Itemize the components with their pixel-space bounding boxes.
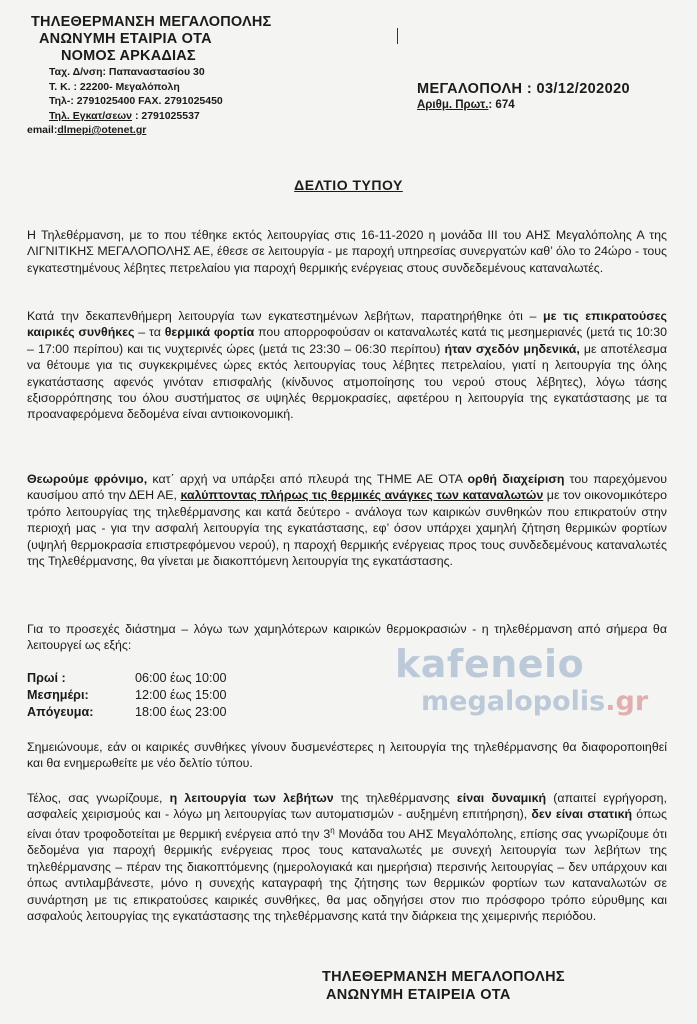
signature-block bbox=[322, 968, 565, 1004]
org-name: ΤΗΛΕΘΕΡΜΑΝΣΗ ΜΕΓΑΛΟΠΟΛΗΣ bbox=[31, 14, 272, 30]
date-line: ΜΕΓΑΛΟΠΟΛΗ : 03/12/202020 bbox=[417, 81, 631, 97]
pen-mark bbox=[397, 28, 398, 44]
text-run: Κατά την δεκαπενθήμερη λειτουργία των εγκατεστημένων λεβήτων, παρατηρήθηκε ότι – bbox=[27, 309, 544, 323]
text-run: κατ΄ αρχή να υπάρξει από πλευρά της ΤΗΜΕ ΑΕ ΟΤΑ bbox=[147, 472, 468, 486]
schedule-row bbox=[27, 687, 227, 704]
org-prefecture: ΝΟΜΟΣ ΑΡΚΑΔΙΑΣ bbox=[61, 48, 196, 64]
email-link[interactable]: dlmepi@otenet.gr bbox=[57, 124, 147, 136]
email-label: email: bbox=[27, 124, 58, 136]
bold-run: με τις επικρατούσες καιρικές συνθήκες bbox=[27, 309, 667, 340]
text-run: όπως είναι όταν τροφοδοτείται με θερμική ενέργεια από την 3 bbox=[27, 807, 667, 841]
bold-run: ορθή διαχείριση bbox=[467, 472, 565, 486]
schedule-label: Πρωί : bbox=[27, 671, 66, 685]
paragraph-schedule-intro: Για το προσεχές διάστημα – λόγω των χαμηλότερων καιρικών θερμοκρασιών - η τηλεθέρμανση από σήμερα θα λειτουργεί ως εξής: bbox=[27, 622, 667, 653]
paragraph-intro: Η Τηλεθέρμανση, με το που τέθηκε εκτός λειτουργίας στις 16-11-2020 η μονάδα ΙΙΙ του ΑΗΣ Μεγαλόπολης Α της ΛΙΓΝΙΤΙΚΗΣ ΜΕΓΑΛΟΠΟΛΗΣ ΑΕ, έθεσε σε λειτουργία - με παροχή υπηρεσίας συνεργατών καθ’ όλο το 24ώρο - τους εγκατεστημένους λέβητες πετρελαίου για παροχή θερμικής ενέργειας στους συνδεδεμένους καταναλωτές. bbox=[27, 228, 667, 275]
org-type: ΑΝΩΝΥΜΗ ΕΤΑΙΡΙΑ ΟΤΑ bbox=[39, 31, 212, 47]
watermark-line1: kafeneio bbox=[395, 642, 585, 686]
protocol-line bbox=[417, 98, 630, 113]
text-run: του παρεχόμενου καυσίμου από την ΔΕΗ ΑΕ, bbox=[27, 472, 667, 503]
schedule-row bbox=[27, 704, 227, 721]
bold-underlined-run: καλύπτοντας πλήρως τις θερμικές ανάγκες των καταναλωτών bbox=[180, 488, 544, 503]
document-title: ΔΕΛΤΙΟ ΤΥΠΟΥ bbox=[294, 177, 403, 193]
text-run: με τον οικονομικότερο τρόπο λειτουργίας της τηλεθέρμανσης και κατά δεύτερο - ανάλογα των καιρικών συνθηκών που επικρατούν στην περιοχή μας - για την ασφαλή λειτουργία της εγκατάστασης, εφ’ όσον υπάρχει χαμηλή ζήτηση θερμικών φορτίων (υψηλή θερμοκρασία επιστρεφόμενου νερού), η παροχή θερμικής ενέργειας προς τους συνδεδεμένους καταναλωτές της Τηλεθέρμανσης, θα γίνεται με διακοπτόμενη λειτουργία της εγκατάστασης. bbox=[27, 488, 667, 569]
text-run: Μονάδα του ΑΗΣ Μεγαλόπολης, επίσης σας γνωρίζουμε ότι δεδομένα για παροχή θερμικής ενέργειας προς τους καταναλωτές με συνεχή λειτουργία των λεβήτων της τηλεθέρμανσης – πέραν της διακοπτόμενης (ημερολογιακά και ημερήσια) περσινής λειτουργίας – δεν υπάρχουν και όπως αντιλαμβάνεστε, μόνο η συνεχής καταγραφή της ζήτησης των θερμικών φορτίων των καταναλωτών σε συνάρτηση με τις επικρατούσες καιρικές συνθήκες, θα μας οδηγήσει στον πιο πρόσφορο τρόπο εύρυθμης και ασφαλούς λειτουργίας της εγκατάστασης της τηλεθέρμανσης κατά την διάρκεια της χειμερινής περιόδου. bbox=[27, 826, 667, 923]
text-run: – τα bbox=[134, 325, 165, 340]
schedule-time: 06:00 έως 10:00 bbox=[135, 671, 227, 685]
operating-schedule bbox=[27, 670, 227, 721]
email-line bbox=[27, 123, 317, 138]
text-run: που απορροφούσαν οι καταναλωτές κατά τις μεσημεριανές (μετά τις 10:30 – 17:00 περίπου) και τις νυχτερινές ώρες (μετά τις 23:30 – 06:30 περίπου) bbox=[27, 325, 667, 356]
paragraph-management bbox=[27, 471, 667, 569]
schedule-time: 18:00 έως 23:00 bbox=[135, 705, 227, 719]
bold-run: ήταν σχεδόν μηδενικά, bbox=[444, 341, 580, 356]
text-run: Τέλος, σας γνωρίζουμε, bbox=[27, 791, 170, 805]
watermark-tld: .gr bbox=[605, 686, 649, 717]
schedule-time: 12:00 έως 15:00 bbox=[135, 688, 227, 702]
date-protocol-block bbox=[417, 80, 630, 113]
bold-run: δεν είναι στατική bbox=[531, 807, 633, 822]
phone-fax-line: Τηλ-: 2791025400 FAX. 2791025450 bbox=[49, 95, 223, 107]
install-phone-value: : 2791025537 bbox=[134, 109, 200, 122]
watermark-line2 bbox=[421, 686, 648, 717]
signature-line1: ΤΗΛΕΘΕΡΜΑΝΣΗ ΜΕΓΑΛΟΠΟΛΗΣ bbox=[322, 969, 565, 985]
protocol-label: Αριθμ. Πρωτ. bbox=[417, 99, 489, 111]
schedule-row bbox=[27, 670, 227, 687]
paragraph-note: Σημειώνουμε, εάν οι καιρικές συνθήκες γίνουν δυσμενέστερες η λειτουργία της τηλεθέρμανσης θα διαφοροποιηθεί και θα ενημερωθείτε με νέο δελτίο τύπου. bbox=[27, 740, 667, 771]
schedule-label: Μεσημέρι: bbox=[27, 688, 89, 702]
address-line: Ταχ. Δ/νση: Παπαναστασίου 30 bbox=[49, 66, 205, 78]
sender-letterhead bbox=[27, 14, 317, 138]
bold-run: Θεωρούμε φρόνιμο, bbox=[27, 472, 148, 486]
text-run: (απαιτεί εγρήγορση, ασφαλείς χειρισμούς και - λόγω μη λειτουργίας των αυτοματισμών - αυξημένη επιτήρηση), bbox=[27, 791, 667, 822]
site-watermark bbox=[393, 642, 653, 726]
postal-line: Τ. Κ. : 22200- Μεγαλόπολη bbox=[49, 80, 180, 93]
bold-run: είναι δυναμική bbox=[456, 791, 547, 805]
bold-run: η λειτουργία των λεβήτων bbox=[169, 791, 334, 805]
contact-details bbox=[27, 65, 317, 138]
paragraph-closing bbox=[27, 790, 667, 924]
paragraph-observation bbox=[27, 308, 667, 423]
watermark-domain: megalopolis bbox=[421, 686, 606, 717]
text-run: με αποτέλεσμα να θέτουμε για τις συγκεκριμένες ώρες εκτός λειτουργίας τους λέβητες πετρελαίου, γιατί η λειτουργία της όλης εγκατάστασης αφενός γινόταν επισφαλής (κίνδυνος ατμοποίησης του νερού στους λέβητες), λόγω τάσης εξισορρόπησης του όλου συστήματος σε υψηλές θερμοκρασίες, αφετέρου η λειτουργία της εγκατάστασης με τα προαναφερόμενα δεδομένα είναι αντιοικονομική. bbox=[27, 341, 668, 422]
protocol-value: : 674 bbox=[488, 99, 515, 111]
install-phone-line bbox=[27, 109, 317, 124]
bold-run: θερμικά φορτία bbox=[164, 325, 255, 340]
signature-line2: ΑΝΩΝΥΜΗ ΕΤΑΙΡΕΙΑ ΟΤΑ bbox=[326, 987, 511, 1003]
text-run: της τηλεθέρμανσης bbox=[333, 791, 457, 805]
schedule-label: Απόγευμα: bbox=[27, 705, 94, 719]
install-phone-label: Τηλ. Εγκατ/σεων bbox=[49, 109, 133, 122]
superscript: η bbox=[330, 825, 335, 835]
